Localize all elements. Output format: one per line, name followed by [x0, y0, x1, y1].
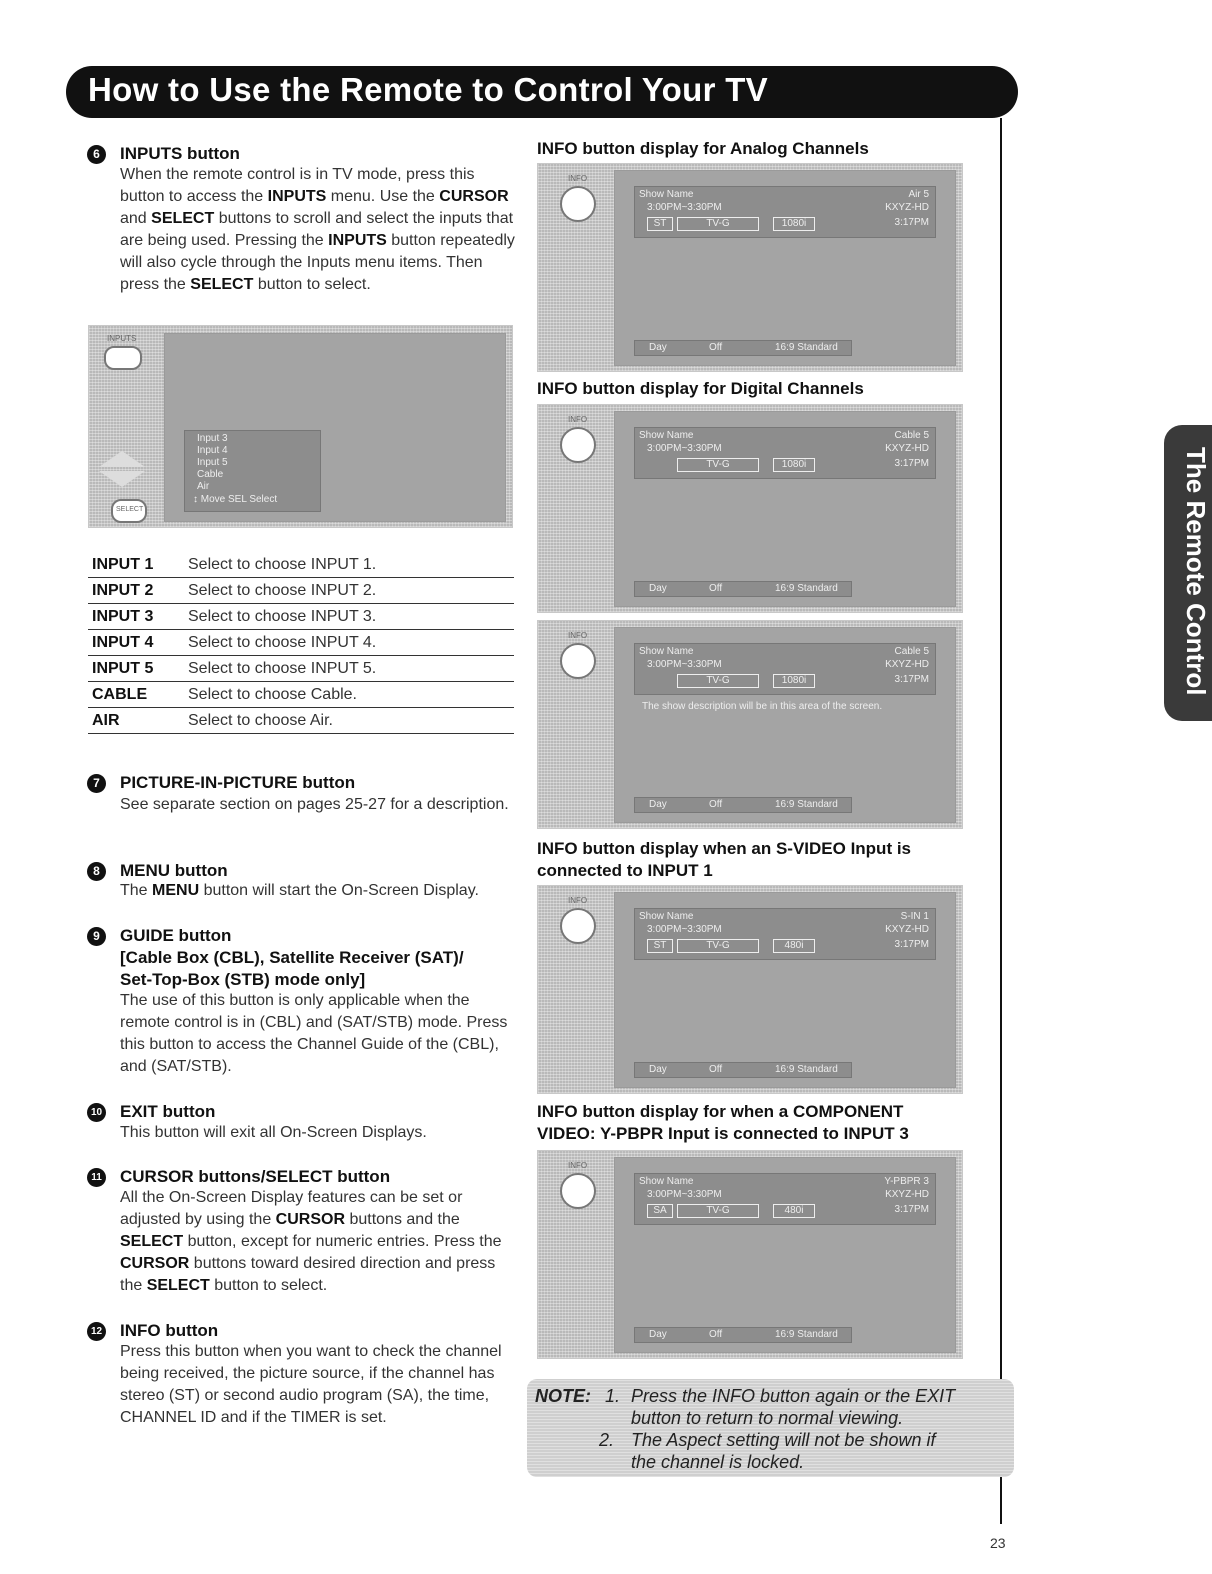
- input-source: Y-PBPR 3: [884, 1176, 929, 1187]
- status-bar: [634, 1327, 852, 1343]
- guide-heading: GUIDE button: [120, 926, 232, 945]
- inputs-button-icon: [104, 346, 142, 370]
- table-row: AIR Select to choose Air.: [88, 708, 514, 734]
- status-bar: [634, 581, 852, 597]
- note-line-1b: button to return to normal viewing.: [631, 1408, 904, 1428]
- show-time: 3:00PM~3:30PM: [647, 1189, 722, 1200]
- side-tab: [1164, 425, 1212, 721]
- status-bar: [634, 340, 852, 356]
- timer-status: Day: [649, 1329, 667, 1340]
- show-name: Show Name: [639, 430, 694, 441]
- audio-mode: ST: [647, 217, 673, 231]
- menu-item: Input 5: [197, 457, 228, 468]
- info-button-icon: [560, 643, 596, 679]
- table-row: INPUT 3 Select to choose INPUT 3.: [88, 604, 514, 630]
- info-button-icon: [560, 908, 596, 944]
- info-osd-panel: [634, 643, 936, 695]
- show-time: 3:00PM~3:30PM: [647, 202, 722, 213]
- info-button-label: INFO: [568, 174, 588, 183]
- side-tab-label: The Remote Control: [1181, 447, 1211, 696]
- aspect-status: 16:9 Standard: [775, 1329, 838, 1340]
- info-screen-analog: [537, 163, 963, 372]
- clock: 3:17PM: [894, 458, 929, 469]
- page-number: 23: [990, 1535, 1006, 1551]
- clock: 3:17PM: [894, 939, 929, 950]
- clock: 3:17PM: [894, 1204, 929, 1215]
- component-heading-line2: VIDEO: Y-PBPR Input is connected to INPUT 3: [537, 1124, 909, 1143]
- table-row: CABLE Select to choose Cable.: [88, 682, 514, 708]
- audio-mode: ST: [647, 939, 673, 953]
- menu-item: Cable: [197, 469, 224, 480]
- show-time: 3:00PM~3:30PM: [647, 659, 722, 670]
- resolution: 1080i: [773, 458, 815, 472]
- inputs-body: When the remote control is in TV mode, press this button to access the INPUTS menu. Use the CURSOR and SELECT buttons to scroll and select the inputs that are being used. Pressing the INPUTS button repeatedly will also cycle through the Inputs menu items. Then press the SELECT button to select.: [120, 166, 515, 293]
- pip-body: See separate section on pages 25-27 for a description.: [120, 796, 509, 813]
- menu-item: Input 3: [197, 433, 228, 444]
- info-button-label: INFO: [568, 896, 588, 905]
- cursor-heading: CURSOR buttons/SELECT button: [120, 1167, 391, 1186]
- input-source: S-IN 1: [900, 911, 929, 922]
- note-line-2: The Aspect setting will not be shown if: [631, 1430, 936, 1450]
- show-name: Show Name: [639, 1176, 694, 1187]
- info-button-icon: [560, 1173, 596, 1209]
- show-name: Show Name: [639, 646, 694, 657]
- show-name: Show Name: [639, 911, 694, 922]
- closed-caption-status: Off: [709, 583, 723, 594]
- table-row: INPUT 4 Select to choose INPUT 4.: [88, 630, 514, 656]
- aspect-status: 16:9 Standard: [775, 583, 838, 594]
- inputs-table: [88, 552, 514, 734]
- menu-item: Input 4: [197, 445, 228, 456]
- show-description: The show description will be in this area of the screen.: [642, 701, 883, 712]
- digital-heading: INFO button display for Digital Channels: [537, 379, 864, 398]
- cursor-body: All the On-Screen Display features can be set or adjusted by using the CURSOR buttons and the SELECT button, except for numeric entries. Press the CURSOR buttons toward desired direction and press the SELECT button to select.: [120, 1189, 502, 1294]
- info-button-label: INFO: [568, 1161, 588, 1170]
- info-osd-panel: [634, 1173, 936, 1225]
- timer-status: Day: [649, 583, 667, 594]
- status-bar: [634, 1062, 852, 1078]
- exit-heading: EXIT button: [120, 1102, 216, 1121]
- resolution: 1080i: [773, 674, 815, 688]
- select-button-label: SELECT: [116, 506, 144, 513]
- note-line-1: Press the INFO button again or the EXIT: [631, 1386, 956, 1406]
- guide-subheading-1: [Cable Box (CBL), Satellite Receiver (SAT)/: [120, 948, 464, 967]
- rating: TV-G: [677, 674, 759, 688]
- clock: 3:17PM: [894, 674, 929, 685]
- info-heading: INFO button: [120, 1321, 219, 1340]
- info-button-icon: [560, 427, 596, 463]
- timer-status: Day: [649, 1064, 667, 1075]
- rating: TV-G: [677, 217, 759, 231]
- inputs-menu-list: [184, 430, 321, 512]
- note-box: [527, 1379, 1014, 1477]
- aspect-status: 16:9 Standard: [775, 342, 838, 353]
- closed-caption-status: Off: [709, 1064, 723, 1075]
- inputs-button-label: INPUTS: [107, 334, 137, 343]
- show-time: 3:00PM~3:30PM: [647, 924, 722, 935]
- show-name: Show Name: [639, 189, 694, 200]
- page-title-bar: [66, 66, 1018, 118]
- guide-body: The use of this button is only applicable when the remote control is in (CBL) and (SAT/STB) mode. Press this button to access the Channel Guide of the (CBL), and (SAT/STB).: [120, 992, 508, 1075]
- analog-heading: INFO button display for Analog Channels: [537, 139, 869, 158]
- info-button-label: INFO: [568, 631, 588, 640]
- audio-mode: SA: [647, 1204, 673, 1218]
- item-number-9: 9: [87, 927, 106, 946]
- channel-id: KXYZ-HD: [885, 924, 929, 935]
- channel-id: KXYZ-HD: [885, 443, 929, 454]
- input-source: Cable 5: [894, 646, 929, 657]
- menu-hint: ↕ Move SEL Select: [193, 494, 278, 505]
- item-number-7: 7: [87, 774, 106, 793]
- rating: TV-G: [677, 458, 759, 472]
- menu-heading: MENU button: [120, 861, 228, 880]
- channel-id: KXYZ-HD: [885, 659, 929, 670]
- exit-body: This button will exit all On-Screen Displays.: [120, 1124, 427, 1141]
- cursor-up-icon: [99, 451, 145, 467]
- inputs-heading: INPUTS button: [120, 144, 240, 163]
- pip-heading: PICTURE-IN-PICTURE button: [120, 773, 356, 792]
- item-number-8: 8: [87, 862, 106, 881]
- info-button-label: INFO: [568, 415, 588, 424]
- info-screen-svideo: [537, 885, 963, 1094]
- table-row: INPUT 1 Select to choose INPUT 1.: [88, 552, 514, 578]
- menu-body: The MENU button will start the On-Screen Display.: [120, 882, 479, 899]
- info-screen-component: [537, 1150, 963, 1359]
- menu-item: Air: [197, 481, 210, 492]
- clock: 3:17PM: [894, 217, 929, 228]
- note-number-2: 2.: [599, 1430, 615, 1450]
- rating: TV-G: [677, 1204, 759, 1218]
- aspect-status: 16:9 Standard: [775, 799, 838, 810]
- note-number-1: 1.: [605, 1386, 621, 1406]
- item-number-12: 12: [87, 1322, 106, 1341]
- item-number-6: 6: [87, 145, 106, 164]
- table-row: INPUT 2 Select to choose INPUT 2.: [88, 578, 514, 604]
- info-button-icon: [560, 186, 596, 222]
- inputs-menu-screen: [88, 325, 513, 528]
- closed-caption-status: Off: [709, 799, 723, 810]
- info-screen-digital-description: [537, 620, 963, 829]
- info-osd-panel: [634, 186, 936, 238]
- channel-id: KXYZ-HD: [885, 202, 929, 213]
- show-time: 3:00PM~3:30PM: [647, 443, 722, 454]
- channel-id: KXYZ-HD: [885, 1189, 929, 1200]
- select-button-icon: [111, 499, 147, 523]
- input-source: Cable 5: [894, 430, 929, 441]
- cursor-down-icon: [99, 471, 145, 487]
- column-divider: [1000, 118, 1002, 1524]
- closed-caption-status: Off: [709, 1329, 723, 1340]
- table-row: INPUT 5 Select to choose INPUT 5.: [88, 656, 514, 682]
- status-bar: [634, 797, 852, 813]
- note-line-2b: the channel is locked.: [631, 1452, 805, 1472]
- resolution: 1080i: [773, 217, 815, 231]
- info-osd-panel: [634, 427, 936, 479]
- timer-status: Day: [649, 799, 667, 810]
- svideo-heading-line2: connected to INPUT 1: [537, 861, 713, 880]
- note-label: NOTE:: [535, 1386, 591, 1406]
- info-body: Press this button when you want to check the channel being received, the picture source, if the channel has stereo (ST) or second audio program (SA), the time, CHANNEL ID and if the TIMER is set.: [120, 1343, 502, 1426]
- info-osd-panel: [634, 908, 936, 960]
- resolution: 480i: [773, 1204, 815, 1218]
- rating: TV-G: [677, 939, 759, 953]
- guide-subheading-2: Set-Top-Box (STB) mode only]: [120, 970, 366, 989]
- component-heading-line1: INFO button display for when a COMPONENT: [537, 1102, 904, 1121]
- item-number-11: 11: [87, 1168, 106, 1187]
- svideo-heading-line1: INFO button display when an S-VIDEO Input is: [537, 839, 912, 858]
- item-number-10: 10: [87, 1103, 106, 1122]
- aspect-status: 16:9 Standard: [775, 1064, 838, 1075]
- resolution: 480i: [773, 939, 815, 953]
- timer-status: Day: [649, 342, 667, 353]
- page-title: How to Use the Remote to Control Your TV: [88, 71, 768, 108]
- info-screen-digital: [537, 404, 963, 613]
- input-source: Air 5: [908, 189, 929, 200]
- closed-caption-status: Off: [709, 342, 723, 353]
